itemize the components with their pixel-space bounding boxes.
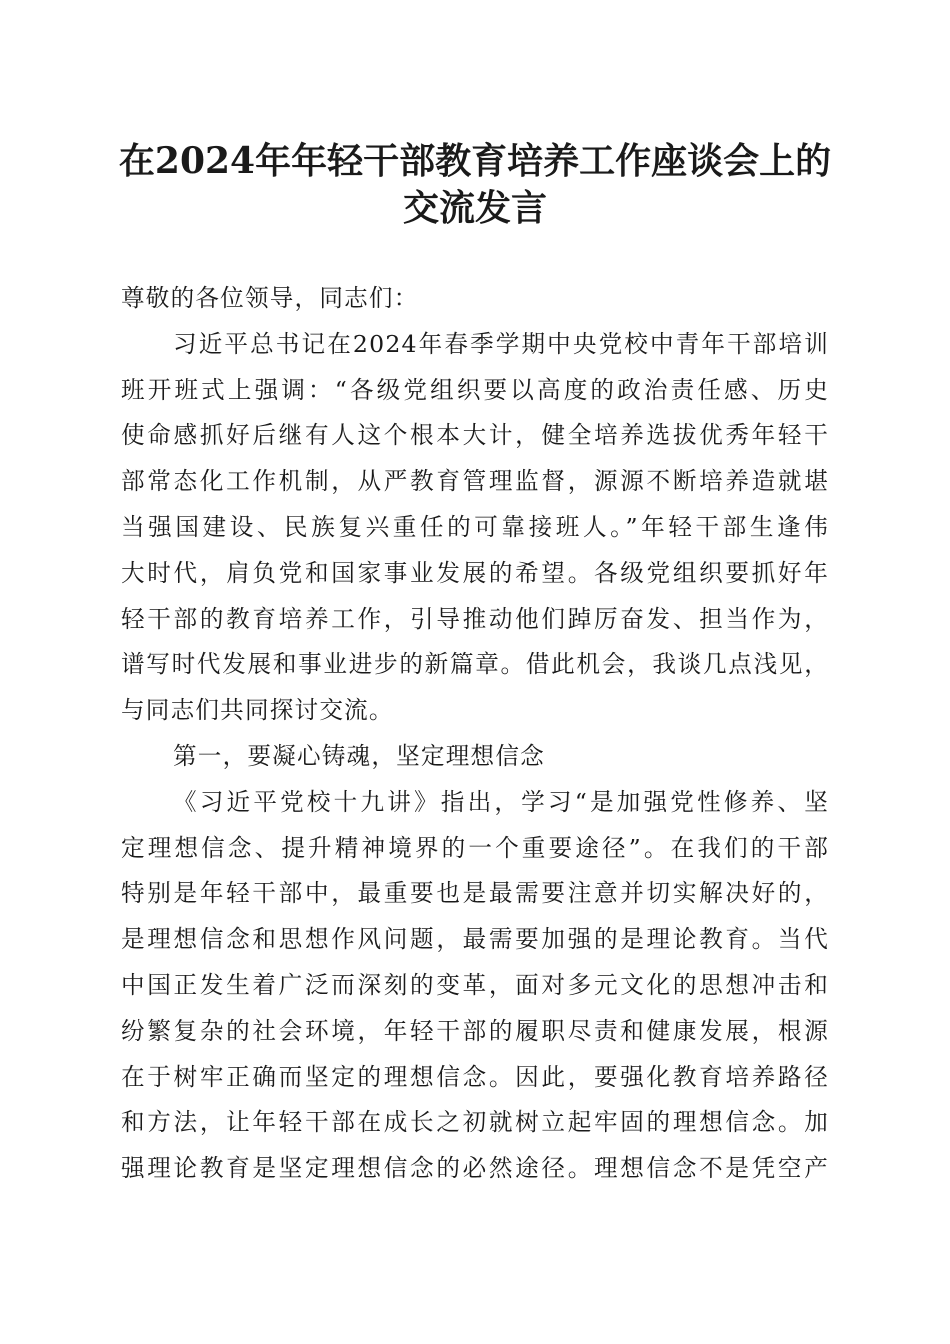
- document-title-line-1: 在2024年年轻干部教育培养工作座谈会上的: [118, 140, 832, 182]
- body-line: 当强国建设、民族复兴重任的可靠接班人。”年轻干部生逢伟: [121, 512, 829, 541]
- section-heading: 第一，要凝心铸魂，坚定理想信念: [173, 741, 545, 770]
- body-line: 部常态化工作机制，从严教育管理监督，源源不断培养造就堪: [121, 467, 829, 496]
- body-line: 使命感抓好后继有人这个根本大计，健全培养选拔优秀年轻干: [121, 421, 829, 450]
- body-line: 大时代，肩负党和国家事业发展的希望。各级党组织要抓好年: [121, 558, 829, 587]
- document-title-line-2: 交流发言: [402, 187, 547, 229]
- body-line: 轻干部的教育培养工作，引导推动他们踔厉奋发、担当作为，: [121, 604, 829, 633]
- body-line: 定理想信念、提升精神境界的一个重要途径”。在我们的干部: [121, 833, 829, 862]
- body-line: 与同志们共同探讨交流。: [121, 696, 394, 725]
- body-line: 习近平总书记在2024年春季学期中央党校中青年干部培训: [173, 329, 829, 358]
- salutation: 尊敬的各位领导，同志们：: [121, 284, 419, 312]
- body-line: 班开班式上强调：“各级党组织要以高度的政治责任感、历史: [121, 375, 829, 404]
- body-line: 在于树牢正确而坚定的理想信念。因此，要强化教育培养路径: [121, 1062, 829, 1091]
- body-line: 《习近平党校十九讲》指出，学习“是加强党性修养、坚: [173, 787, 829, 816]
- body-line: 中国正发生着广泛而深刻的变革，面对多元文化的思想冲击和: [121, 970, 829, 999]
- body-line: 纷繁复杂的社会环境，年轻干部的履职尽责和健康发展，根源: [121, 1016, 829, 1045]
- body-line: 是理想信念和思想作风问题，最需要加强的是理论教育。当代: [121, 925, 829, 954]
- document-body: [121, 276, 829, 1192]
- body-line: 谱写时代发展和事业进步的新篇章。借此机会，我谈几点浅见，: [121, 650, 829, 679]
- body-line: 特别是年轻干部中，最重要也是最需要注意并切实解决好的，: [121, 879, 829, 908]
- body-line: 强理论教育是坚定理想信念的必然途径。理想信念不是凭空产: [121, 1154, 829, 1183]
- body-line: 和方法，让年轻干部在成长之初就树立起牢固的理想信念。加: [121, 1108, 829, 1137]
